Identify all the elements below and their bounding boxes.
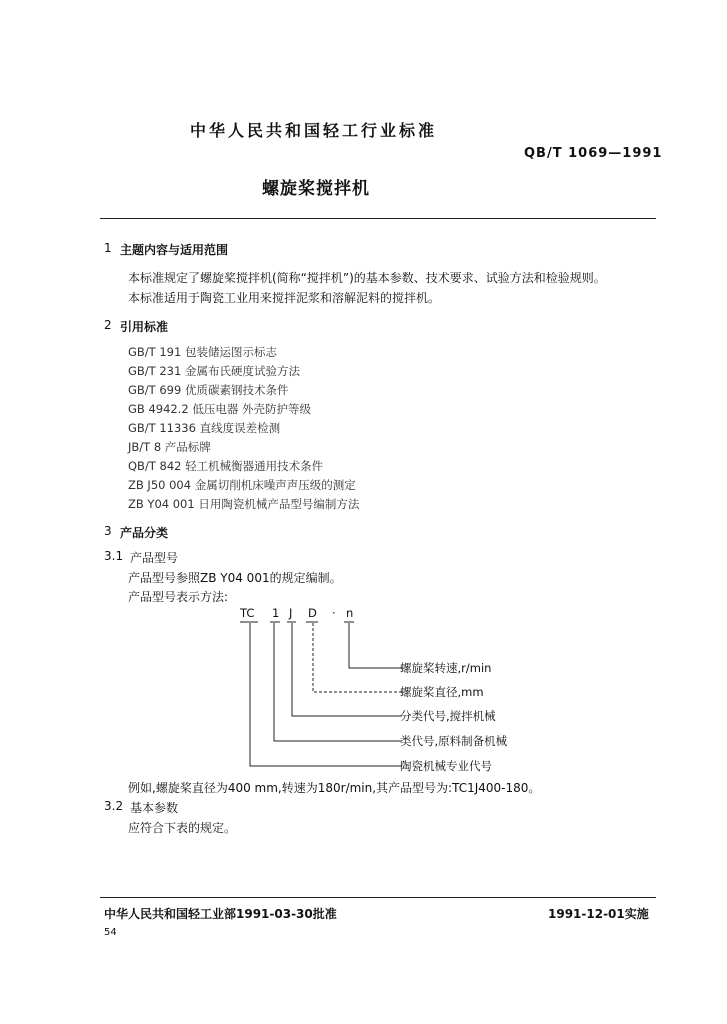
implementation-date: 1991-12-01实施 xyxy=(548,907,649,921)
section-1-heading: 主题内容与适用范围 xyxy=(120,243,229,257)
section-1-number: 1 xyxy=(104,241,112,255)
section-3-number: 3 xyxy=(104,524,112,538)
reference-item: GB/T 11336 直线度误差检测 xyxy=(128,421,281,435)
section-3-1-heading: 产品型号 xyxy=(130,551,179,565)
reference-item: GB/T 699 优质碳素钢技术条件 xyxy=(128,383,289,397)
document-title: 螺旋桨搅拌机 xyxy=(262,179,370,199)
approval-line: 中华人民共和国轻工业部1991-03-30批准 xyxy=(104,907,337,921)
section-3-1-paragraph-2: 产品型号表示方法: xyxy=(128,590,229,604)
code-segment-j: J xyxy=(289,606,293,620)
reference-item: JB/T 8 产品标牌 xyxy=(128,440,211,454)
standard-number: QB/T 1069—1991 xyxy=(524,146,663,161)
code-separator-dot: · xyxy=(332,606,336,620)
label-specialty-code: 陶瓷机械专业代号 xyxy=(400,759,492,773)
label-classification: 分类代号,搅拌机械 xyxy=(400,709,496,723)
code-segment-d: D xyxy=(308,606,317,620)
section-3-1-number: 3.1 xyxy=(104,549,124,563)
reference-item: ZB J50 004 金属切削机床噪声声压级的测定 xyxy=(128,478,356,492)
section-1-paragraph-2: 本标准适用于陶瓷工业用来搅拌泥浆和溶解泥料的搅拌机。 xyxy=(128,291,441,305)
section-3-2-paragraph: 应符合下表的规定。 xyxy=(128,821,237,835)
reference-item: ZB Y04 001 日用陶瓷机械产品型号编制方法 xyxy=(128,497,360,511)
reference-item: GB/T 191 包装储运图示标志 xyxy=(128,345,277,359)
section-3-2-number: 3.2 xyxy=(104,799,124,813)
code-segment-n: n xyxy=(346,606,354,620)
header-rule xyxy=(100,218,656,219)
label-diameter: 螺旋桨直径,mm xyxy=(400,685,484,699)
reference-item: QB/T 842 轻工机械衡器通用技术条件 xyxy=(128,459,324,473)
label-category: 类代号,原料制备机械 xyxy=(400,734,508,748)
section-1-paragraph-1: 本标准规定了螺旋桨搅拌机(简称“搅拌机”)的基本参数、技术要求、试验方法和检验规则。 xyxy=(128,271,606,285)
section-2-heading: 引用标准 xyxy=(120,320,169,334)
reference-item: GB/T 231 金属布氏硬度试验方法 xyxy=(128,364,300,378)
section-3-heading: 产品分类 xyxy=(120,526,169,540)
code-segment-tc: TC xyxy=(240,606,255,620)
section-2-number: 2 xyxy=(104,318,112,332)
reference-item: GB 4942.2 低压电器 外壳防护等级 xyxy=(128,402,312,416)
page-number: 54 xyxy=(104,927,117,938)
section-3-2-heading: 基本参数 xyxy=(130,801,179,815)
code-segment-1: 1 xyxy=(272,606,280,620)
label-speed: 螺旋桨转速,r/min xyxy=(400,661,492,675)
issuing-body: 中华人民共和国轻工行业标准 xyxy=(190,121,438,140)
section-3-1-paragraph-1: 产品型号参照ZB Y04 001的规定编制。 xyxy=(128,571,342,585)
example-paragraph: 例如,螺旋桨直径为400 mm,转速为180r/min,其产品型号为:TC1J400-180。 xyxy=(128,781,541,795)
footer-rule xyxy=(100,897,656,898)
